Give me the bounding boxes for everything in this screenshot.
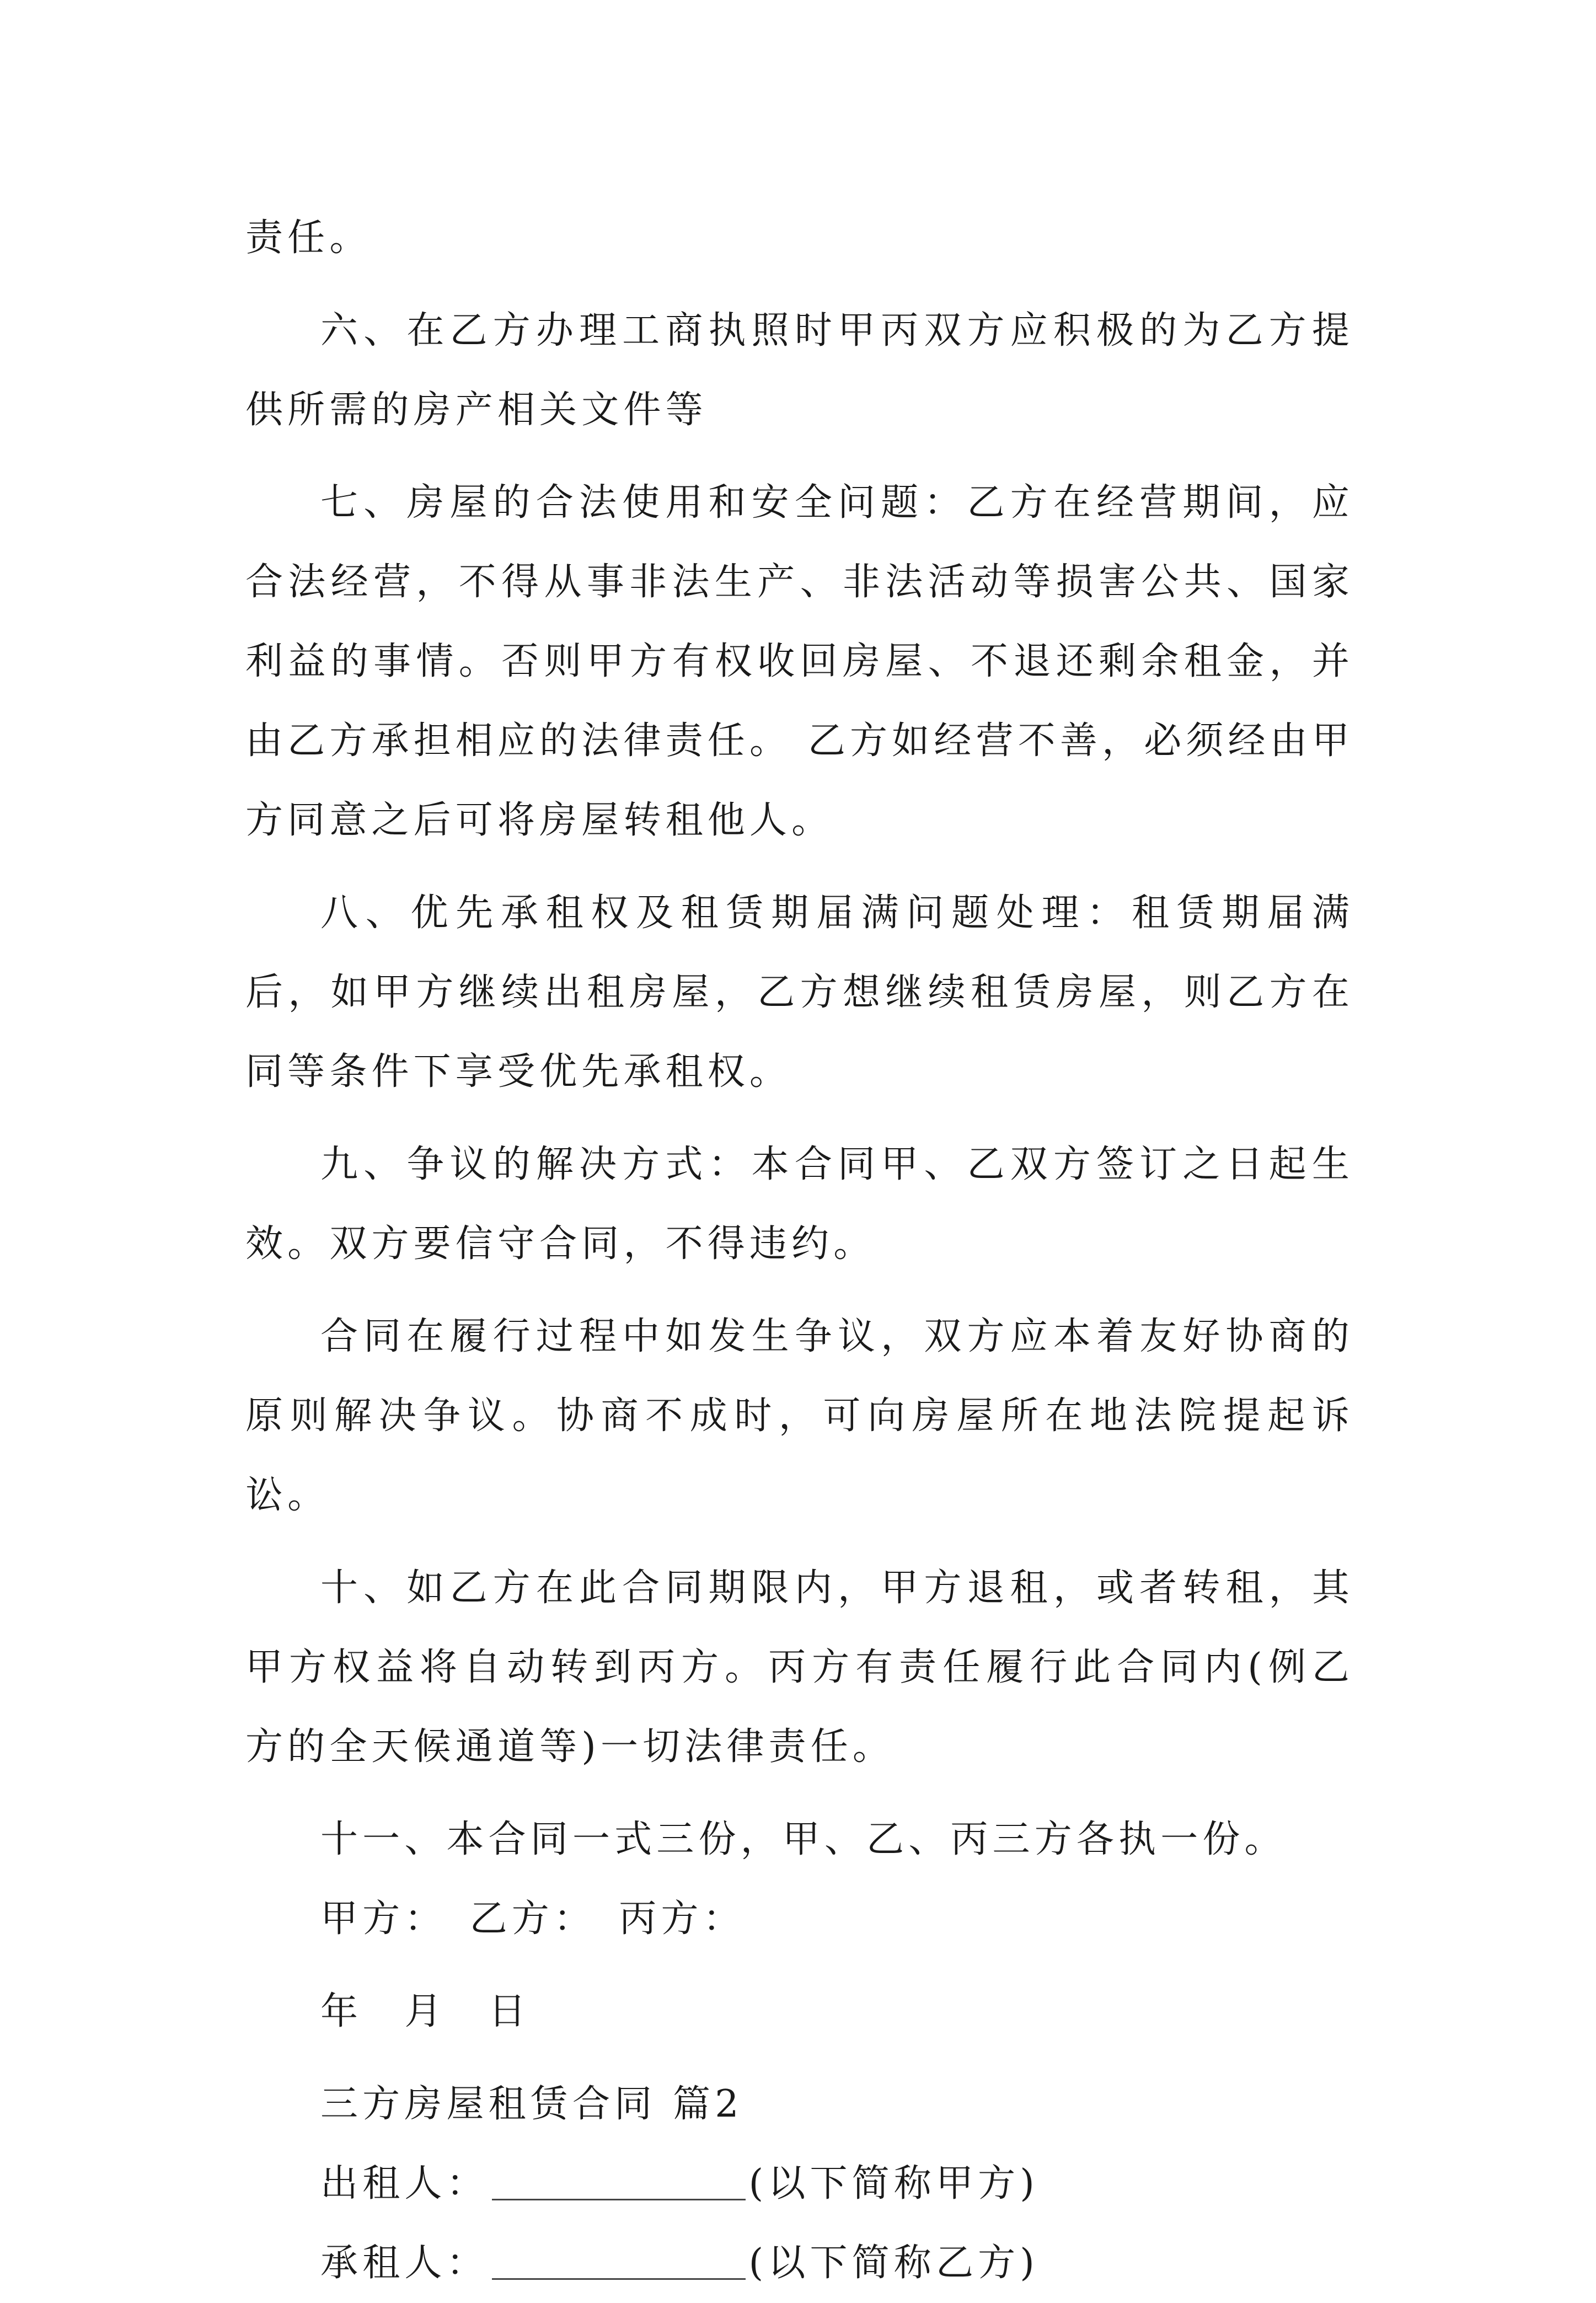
clause-8: 八、优先承租权及租赁期届满问题处理：租赁期届满后，如甲方继续出租房屋，乙方想继续租赁房屋，则乙方在同等条件下享受优先承租权。 [245,891,1354,1094]
lessee-suffix: (以下简称乙方) [748,2241,1039,2285]
date-line: 年 月 日 [320,1990,531,2033]
lessor-line [245,2144,1354,2224]
paragraph-continuation: 责任。 [245,216,372,260]
signature-line: 甲方： 乙方： 丙方： [320,1897,745,1941]
lessee-label: 承租人： [320,2241,489,2285]
lessor-label: 出租人： [320,2162,489,2205]
lessor-suffix: (以下简称甲方) [748,2162,1039,2205]
clause-10: 十、如乙方在此合同期限内，甲方退租，或者转租，其甲方权益将自动转到丙方。丙方有责任履行此合同内(例乙方的全天候通道等)一切法律责任。 [245,1566,1354,1769]
document-body [245,199,1354,2303]
lessee-blank-field[interactable] [492,2245,746,2280]
clause-9-dispute: 合同在履行过程中如发生争议，双方应本着友好协商的原则解决争议。协商不成时，可向房屋所在地法院提起诉讼。 [245,1315,1354,1517]
clause-11: 十一、本合同一式三份，甲、乙、丙三方各执一份。 [320,1818,1287,1861]
clause-6: 六、在乙方办理工商执照时甲丙双方应积极的为乙方提供所需的房产相关文件等 [245,309,1354,432]
clause-9: 九、争议的解决方式：本合同甲、乙双方签订之日起生效。双方要信守合同，不得违约。 [245,1143,1354,1266]
section-title: 三方房屋租赁合同 篇2 [320,2082,743,2126]
lessee-line [245,2224,1354,2303]
clause-7: 七、房屋的合法使用和安全问题：乙方在经营期间，应合法经营，不得从事非法生产、非法活动等损害公共、国家利益的事情。否则甲方有权收回房屋、不退还剩余租金，并由乙方承担相应的法律责任。 乙方如经营不善，必须经由甲方同意之后可将房屋转租他人。 [245,481,1354,842]
lessor-blank-field[interactable] [492,2166,746,2200]
